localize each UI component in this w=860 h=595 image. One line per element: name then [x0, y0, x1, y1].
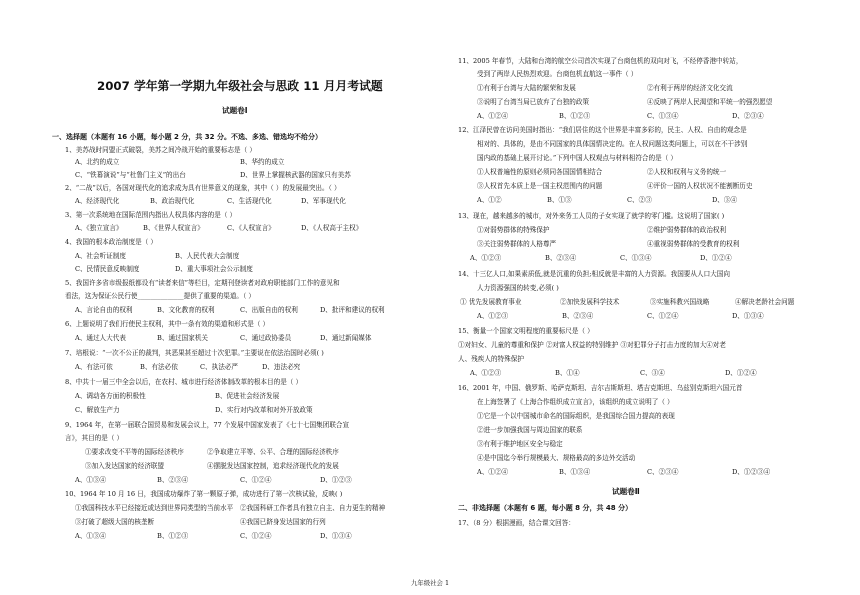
option: A、经济现代化	[75, 197, 120, 205]
option: A、①②③	[477, 312, 509, 320]
option: C、①②④	[240, 476, 272, 484]
option: C、①②④	[647, 312, 679, 320]
option: A、社会听证制度	[75, 252, 126, 260]
q16-item-1: ①它是一个以中国城市命名的国际组织，是我国综合国力提高的表现	[477, 412, 675, 420]
sub-item: ①有利于台湾与大陆的繁荣和发展	[477, 84, 576, 92]
option: C、生活现代化	[227, 197, 272, 205]
sub-item: ③人权首先本质上是一国主权范围内的问题	[477, 182, 603, 190]
question-2: 2、“二战”以后，各国对现代化的追求成为具有世界意义的现象，其中（ ）的发展最突出。（ ）	[65, 184, 341, 192]
q16-item-4: ④是中国迄今举行规模最大、规格最高的多边外交活动	[477, 454, 636, 462]
option: D、①②③	[320, 476, 352, 484]
option: D、②③④	[732, 112, 764, 120]
question-17: 17、（8 分）根据漫画，结合课文回答：	[458, 519, 575, 527]
option: D、实行对内改革和对外开放政策	[215, 406, 313, 414]
paper-label-2: 试题卷Ⅱ	[612, 487, 640, 496]
option: D、①②④	[700, 254, 732, 262]
option: C、《人权宣言》	[227, 224, 275, 232]
sub-item: ②有利于两岸的经济文化交流	[647, 84, 733, 92]
option: C、解放生产力	[75, 406, 120, 414]
option: C、①②④	[240, 532, 272, 540]
option: D、通过新闻媒体	[320, 334, 372, 342]
question-7: 7、培根说：“一次不公正的裁判，其恶果甚至超过十次犯罪。”主要说在依法治国时必须( )	[65, 349, 324, 357]
question-13: 13、现在，越来越多的城市，对外来务工人员的子女实现了就学的零门槛。这说明了国家( )	[458, 212, 725, 220]
option: A、①②③	[470, 369, 502, 377]
option: B、有法必依	[140, 363, 178, 371]
option: A、调动各方面的积极性	[75, 392, 146, 400]
option: A、通过人大代表	[75, 334, 126, 342]
question-15: 15、衡量一个国家文明程度的重要标尺是（ ）	[458, 327, 594, 335]
sub-item: ④反映了两岸人民渴望和平统一的强烈愿望	[647, 98, 773, 106]
question-9-cont: 言》，其目的是（ ）	[65, 434, 124, 442]
option: A、①②③	[470, 254, 502, 262]
sub-item: ④重视弱势群体的受教育的权利	[647, 240, 740, 248]
sub-item: ③加入发达国家的经济联盟	[85, 462, 165, 470]
question-8: 8、中共十一届三中全会以后，在农村、城市进行经济体制改革的根本目的是（ ）	[65, 378, 303, 386]
sub-item: ①对弱势群体的特殊保护	[477, 226, 550, 234]
sub-item: ②争取建立平等、公平、合理的国际经济秩序	[207, 448, 339, 456]
sub-item: ②人权和权利与义务的统一	[647, 168, 727, 176]
question-9: 9、1964 年，在第一届联合国贸易和发展会议上，77 个发展中国家发表了《七十七国集团联合宣	[65, 421, 350, 429]
sub-item: ②我国科研工作者具有独立自主、自力更生的精神	[240, 504, 386, 512]
sub-item: ④摆脱发达国家控制，追求经济现代化的发展	[207, 462, 339, 470]
option: C、“铁幕演说”与“杜鲁门主义”的出台	[75, 171, 186, 179]
question-3: 3、第一次系统地在国际范围内指出人权具体内容的是（ ）	[65, 211, 237, 219]
option: B、①④	[555, 369, 580, 377]
question-14: 14、十三亿人口,如果素质低,就是沉重的负担;相反就是丰富的人力资源。我国要从人口大国向	[458, 270, 730, 278]
q15-items: ①对妇女、儿童的尊重和保护 ②对富人权益的特别维护 ③对犯罪分子打击力度的加大④对老	[458, 341, 726, 349]
option: B、①③	[547, 196, 572, 204]
option: D、军事现代化	[301, 197, 346, 205]
option: A、①②	[477, 196, 502, 204]
option: D、违法必究	[262, 363, 301, 371]
option: D、①③④	[732, 312, 764, 320]
option: B、②③④	[562, 312, 594, 320]
option: D、①②③④	[732, 468, 771, 476]
option: B、人民代表大会制度	[175, 252, 240, 260]
option: B、①②③	[559, 112, 591, 120]
page-footer: 九年级社会 1	[410, 579, 450, 587]
question-12-cont-2: 国内政的基础上展开讨论。”下列中国人权观点与材料相符合的是（ ）	[477, 154, 677, 162]
sub-item: ②加快发展科学技术	[560, 298, 620, 306]
option: D、③④	[712, 196, 738, 204]
option: A、①②④	[477, 112, 509, 120]
option: B、《世界人权宣言》	[143, 224, 204, 232]
option: A、有法可依	[75, 363, 113, 371]
option: B、②③④	[545, 254, 577, 262]
option: D、世界上掌握核武器的国家只有美苏	[240, 171, 351, 179]
question-5-cont: 看法，这为保证公民行使______________提供了重要的渠道。（ ）	[65, 292, 256, 300]
option: D、重大事项社会公示制度	[175, 265, 253, 273]
option: C、①③④	[647, 112, 679, 120]
q16-item-3: ③有利于维护地区安全与稳定	[477, 440, 563, 448]
option: B、①②③	[157, 532, 189, 540]
sub-item: ④解决老龄社会问题	[735, 298, 795, 306]
section-2-heading: 二、非选择题（本题有 6 题，每小题 8 分，共 48 分）	[458, 504, 633, 512]
option: C、通过政协委员	[240, 334, 292, 342]
question-16: 16、2001 年，中国、俄罗斯、哈萨克斯坦、吉尔吉斯斯坦、塔吉克斯坦、乌兹别克斯坦六国元首	[458, 384, 743, 392]
question-16-cont: 在上海签署了《上海合作组织成立宣言》，该组织的成立说明了（ ）	[477, 398, 674, 406]
option: C、③④	[640, 369, 665, 377]
option: A、①③④	[75, 532, 107, 540]
sub-item: ③打破了超级大国的核垄断	[75, 518, 155, 526]
sub-item: ③关注弱势群体的人格尊严	[477, 240, 557, 248]
question-12: 12、江泽民曾在访问美国时指出：“我们居住的这个世界是丰富多彩的，民主、人权、自由的观念是	[458, 126, 747, 134]
sub-item: ④我国已跻身发达国家的行列	[240, 518, 326, 526]
option: B、华约的成立	[240, 158, 285, 166]
option: A、言论自由的权利	[75, 306, 133, 314]
option: A、《独立宣言》	[75, 224, 123, 232]
q15-items-cont: 人、残疾人的特殊保护	[458, 355, 524, 363]
sub-item: ③说明了台湾当局已放弃了台独的政策	[477, 98, 590, 106]
sub-item: ④评价一国的人权状况不能割断历史	[647, 182, 753, 190]
option: B、②③④	[157, 476, 189, 484]
question-5: 5、我国许多省市级报纸都设有“读者来信”等栏目，定期刊登读者对政府职能部门工作的意见和	[65, 279, 340, 287]
question-12-cont: 相对的、具体的，是由不同国家的具体国情决定的。在人权问题这类问题上，可以在不干涉别	[477, 140, 748, 148]
exam-title: 2007 学年第一学期九年级社会与思政 11 月月考试题	[97, 79, 383, 93]
question-10: 10、1964 年 10 月 16 日，我国成功爆炸了第一颗原子弹，成功进行了第一次核试验，反映( )	[65, 490, 343, 498]
sub-item: ②维护弱势群体的政治权利	[647, 226, 727, 234]
sub-item: ① 优先发展教育事业	[460, 298, 522, 306]
option: B、①③④	[559, 468, 591, 476]
option: B、文化教育的权利	[157, 306, 215, 314]
option: C、出版自由的权利	[240, 306, 298, 314]
option: A、①②④	[477, 468, 509, 476]
question-4: 4、我国的根本政治制度是（ ）	[65, 238, 158, 246]
option: C、民情民意反映制度	[75, 265, 140, 273]
sub-item: ①我国科技水平已经接近或达到世界同类型的当前水平	[75, 504, 234, 512]
question-1: 1、美苏战时同盟正式破裂，美苏之间冷战开始的重要标志是（ ）	[65, 146, 256, 154]
option: D、①②④	[725, 369, 757, 377]
question-11: 11、2005 年春节，大陆和台湾的航空公司首次实现了台商包机的双向对飞，不经停香港中转站，	[458, 57, 743, 65]
sub-item: ①人权普遍性的原则必须同各国国情相结合	[477, 168, 603, 176]
question-14-cont: 人力资源强国的转变,必须( )	[477, 284, 559, 292]
q16-item-2: ②进一步加强我国与周边国家的联系	[477, 426, 583, 434]
option: A、北约的成立	[75, 158, 120, 166]
option: D、①③④	[320, 532, 352, 540]
sub-item: ①要求改变不平等的国际经济秩序	[85, 448, 184, 456]
sub-item: ③实施科教兴国战略	[650, 298, 710, 306]
option: C、执法必严	[200, 363, 239, 371]
option: D、《人权高于主权》	[301, 224, 363, 232]
option: B、通过国家机关	[157, 334, 209, 342]
option: C、②③	[627, 196, 652, 204]
option: C、①③④	[620, 254, 652, 262]
option: C、②③④	[647, 468, 679, 476]
option: B、政治现代化	[150, 197, 195, 205]
option: B、促进社会经济发展	[215, 392, 280, 400]
section-1-heading: 一、选择题（本题有 16 小题，每小题 2 分，共 32 分。不选、多选、错选均不给分）	[52, 133, 322, 141]
option: A、①③④	[75, 476, 107, 484]
option: D、批评和建议的权利	[320, 306, 385, 314]
paper-label-1: 试题卷Ⅰ	[222, 106, 248, 115]
question-11-cont: 受到了两岸人民热烈欢迎。台商包机直航这一事件（ ）	[477, 70, 638, 78]
question-6: 6、上题说明了我们行使民主权利，其中一条有效的渠道和形式是（ ）	[65, 320, 270, 328]
